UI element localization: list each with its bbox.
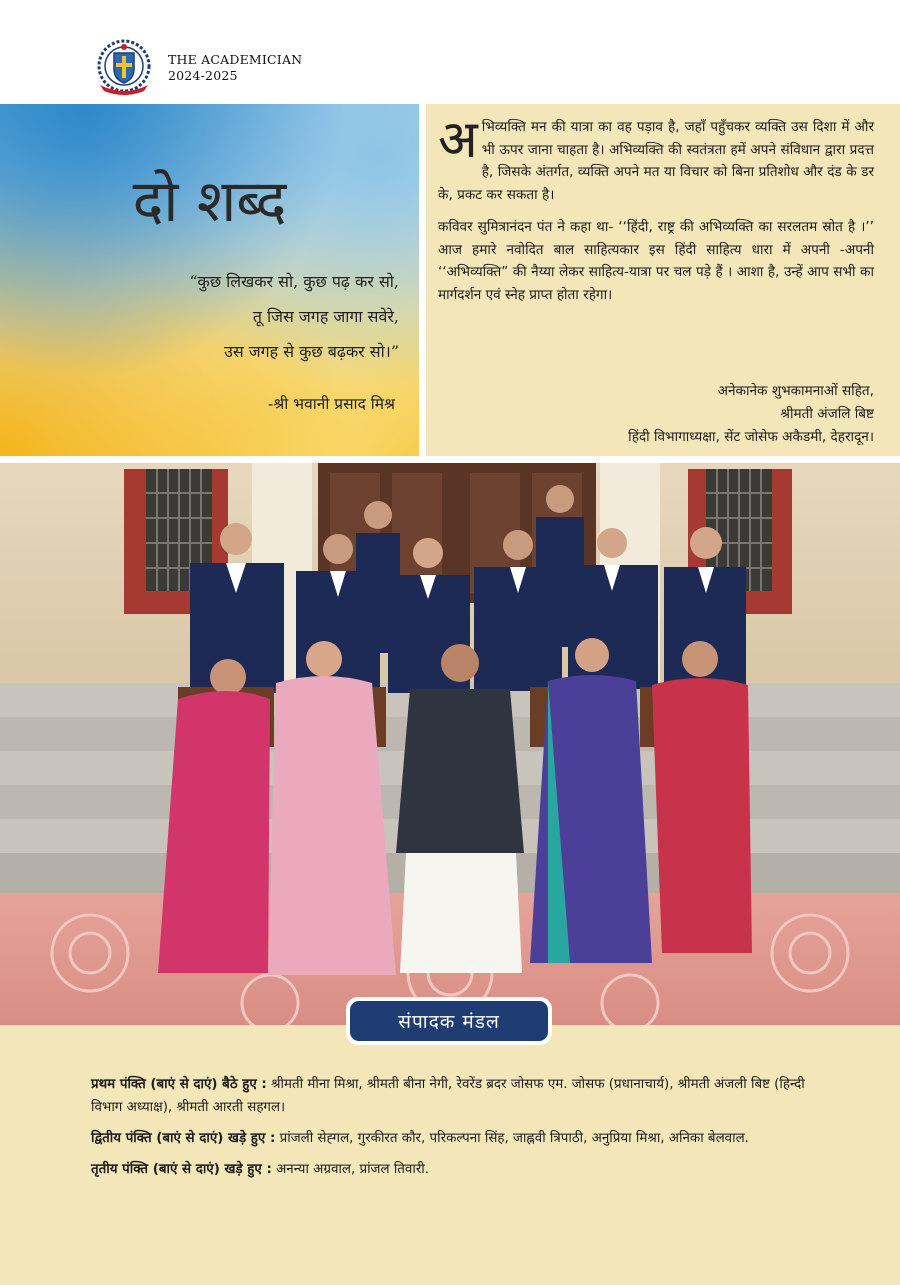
poem-quote [110,264,399,369]
signature-block [628,380,874,449]
message-paragraph-2: कविवर सुमित्रानंदन पंत ने कहा था- ‘‘हिंदी, राष्ट्र की अभिव्यक्ति का सरलतम स्रोत है ।’’ आज हमारे नवोदित बाल साहित्यकार इस हिंदी साहित्य धारा में अपनी -अपनी ‘‘अभिव्यक्ति” की नैय्या लेकर साहित्य-यात्रा पर चल पड़े हैं । आशा है, उन्हें आप सभी का मार्गदर्शन एवं स्नेह प्राप्त होता रहेगा। [438,219,874,303]
caption-row-label: तृतीय पंक्ति (बाएं से दाएं) खड़े हुए : [91,1162,272,1177]
poem-line: तू जिस जगह जागा सवेरे, [252,307,399,326]
drop-cap: अ [438,110,478,170]
poem-line: “कुछ लिखकर सो, कुछ पढ़ कर सो, [189,272,399,291]
school-crest-icon [92,39,156,97]
sign-greeting: अनेकानेक शुभकामनाओं सहित, [717,383,874,399]
caption-row-names: श्रीमती मीना मिश्रा, श्रीमती बीना नेगी, रेवरेंड ब्रदर जोसफ एम. जोसफ (प्रधानाचार्य), श्रीमती अंजली बिष्ट (हिन्दी विभाग अध्याक्ष), श्रीमती आरती सहगल। [91,1077,805,1115]
caption-row-label: प्रथम पंक्ति (बाएं से दाएं) बैठे हुए : [91,1077,267,1092]
photo-caption [91,1073,840,1189]
editorial-board-badge [346,997,552,1045]
poet-attribution: -श्री भवानी प्रसाद मिश्र [268,395,395,413]
sign-name: श्रीमती अंजलि बिष्ट [780,406,874,422]
message-panel [426,104,900,456]
caption-row-label: द्वितीय पंक्ति (बाएं से दाएं) खड़े हुए : [91,1131,276,1146]
sign-designation: हिंदी विभागाध्यक्षा, सेंट जोसेफ अकैडमी, देहरादून। [628,429,874,445]
masthead [168,52,302,84]
message-paragraph-1 [438,110,874,206]
caption-row-3 [91,1158,840,1181]
poem-line: उस जगह से कुछ बढ़कर सो।” [224,342,399,361]
caption-row-names: प्रांजली सेह्गल, गुरकीरत कौर, परिकल्पना सिंह, जाह्नवी त्रिपाठी, अनुप्रिया मिश्रा, अनिका बेलवाल. [275,1131,749,1146]
message-body [438,110,874,316]
caption-row-1 [91,1073,840,1119]
title-panel [0,104,419,456]
publication-year: 2024-2025 [168,68,238,83]
paragraph-text: भिव्यक्ति मन की यात्रा का वह पड़ाव है, जहाँ पहुँचकर व्यक्ति उस दिशा में और भी ऊपर जाना चाहता है। अभिव्यक्ति की स्वतंत्रता हमें अपने संविधान द्वारा प्रदत्त है, जिसके अंतर्गत, व्यक्ति अपने मत या विचार को बिना प्रतिशोध और दंड के डर के, प्रकट कर सकता है। [438,119,874,203]
page-header [92,38,302,98]
editorial-board-title: संपादक मंडल [350,1001,548,1041]
caption-row-2 [91,1127,840,1150]
editorial-board-panel [0,1011,900,1285]
group-photo [0,463,900,1025]
caption-row-names: अनन्या अग्रवाल, प्रांजल तिवारी. [271,1162,430,1177]
page-title: दो शब्द [132,167,287,235]
publication-name: THE ACADEMICIAN [168,52,303,67]
